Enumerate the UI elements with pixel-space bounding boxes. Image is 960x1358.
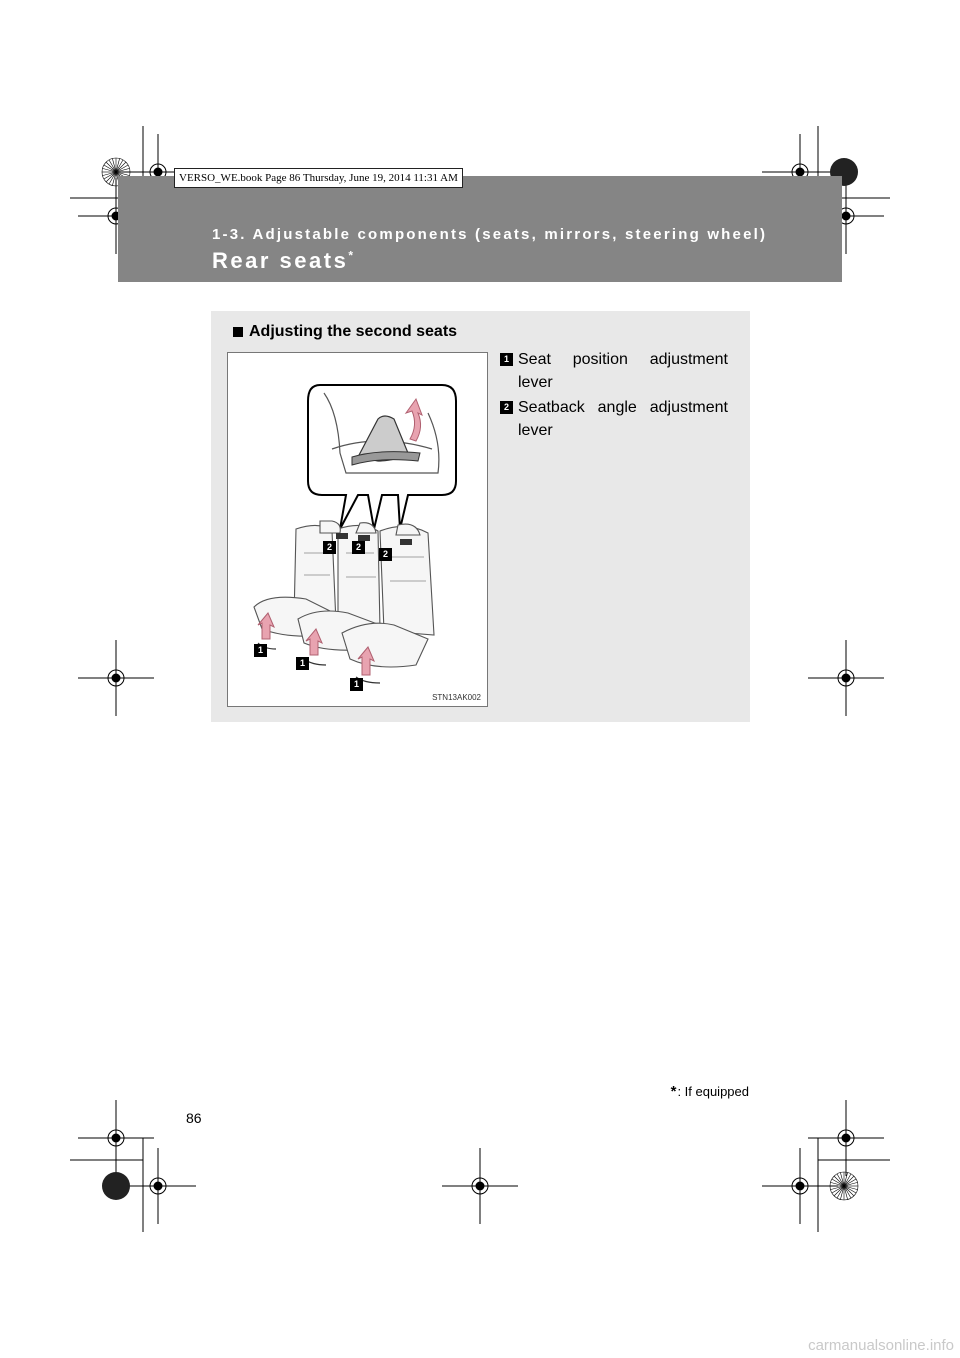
number-badge-icon: 1 [500,353,513,366]
legend-list [500,348,728,444]
footnote: *: If equipped [670,1083,749,1100]
callout-seatback-right: 2 [379,548,392,561]
square-bullet-icon [233,327,243,337]
section-title: 1-3. Adjustable components (seats, mirrors, steering wheel) [212,226,768,243]
callout-seat-right: 1 [350,678,363,691]
callout-seatback-left: 2 [323,541,336,554]
legend-text: Seat position adjustment lever [518,351,728,391]
legend-text: Seatback angle adjustment lever [518,399,728,439]
subheading: Adjusting the second seats [233,323,457,341]
seat-illustration [227,352,488,707]
number-badge-icon: 2 [500,401,513,414]
page-title: Rear seats* [212,248,353,273]
callout-seatback-center: 2 [352,541,365,554]
page-number: 86 [186,1110,202,1126]
book-stamp: VERSO_WE.book Page 86 Thursday, June 19, 2014 11:31 AM [174,168,463,188]
figure-code: STN13AK002 [432,693,481,702]
callout-seat-center: 1 [296,657,309,670]
legend-item [500,348,728,394]
watermark: carmanualsonline.info [808,1337,954,1354]
legend-item [500,396,728,442]
callout-seat-left: 1 [254,644,267,657]
asterisk-icon: * [670,1083,677,1100]
equipped-mark: * [348,248,353,263]
